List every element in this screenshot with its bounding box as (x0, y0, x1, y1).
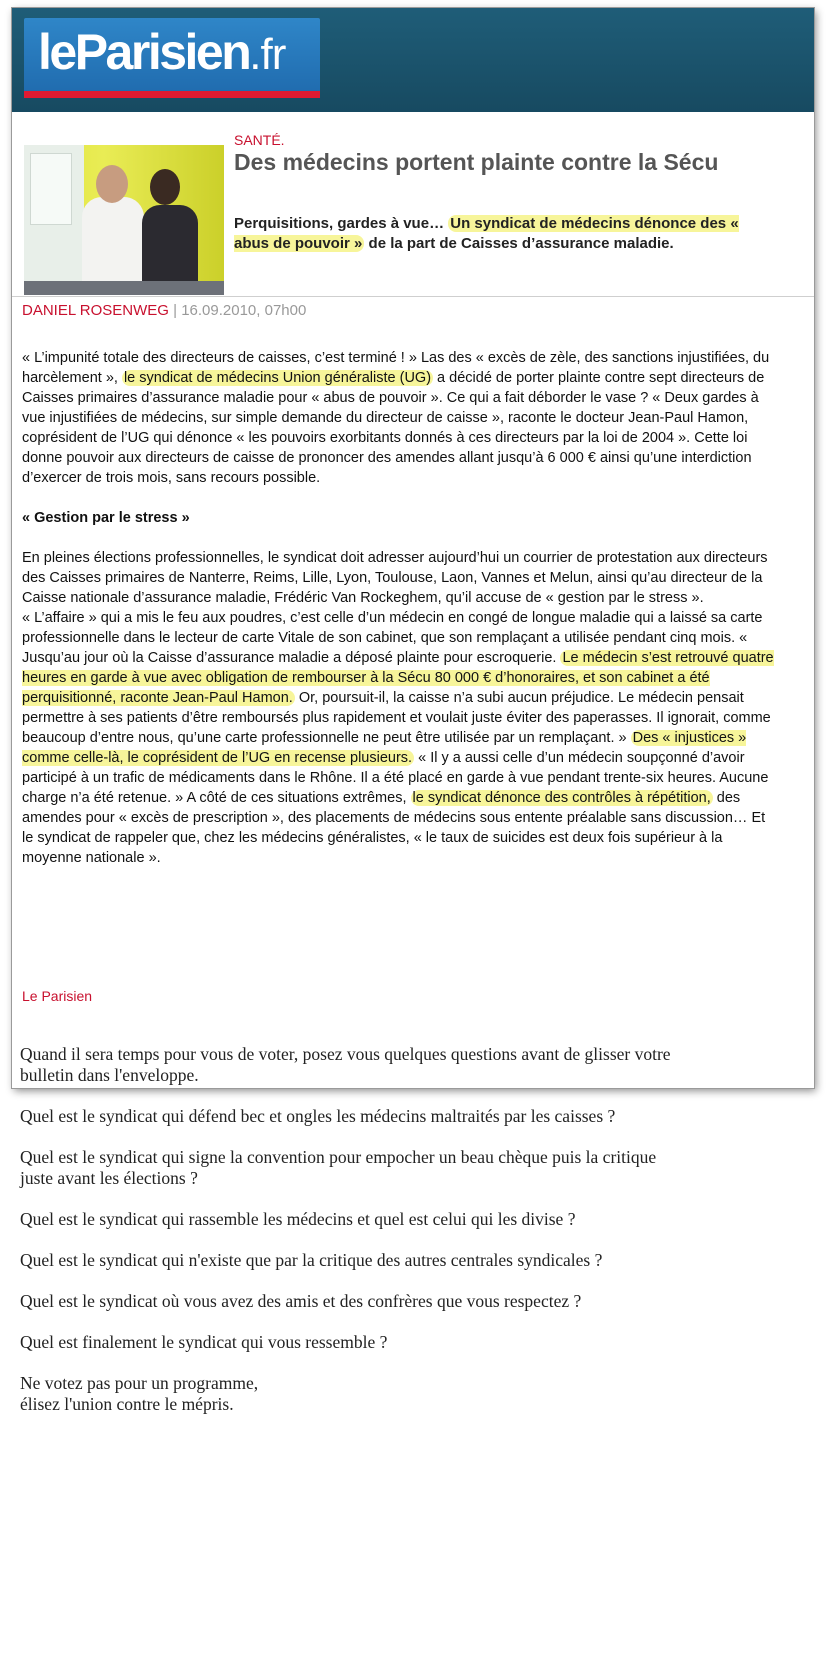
question: Quel est le syndicat qui rassemble les médecins et quel est celui qui les divise ? (20, 1209, 576, 1229)
masthead (12, 8, 814, 112)
subheading: « Gestion par le stress » (22, 510, 190, 526)
question: Quel est le syndicat qui signe la convention pour empocher un beau chèque puis la critique juste avant les élections ? (20, 1147, 657, 1188)
question: Quel est finalement le syndicat qui vous ressemble ? (20, 1332, 388, 1352)
deck-text-end: de la part de Caisses d’assurance maladie. (364, 235, 674, 252)
paragraph-2: En pleines élections professionnelles, le syndicat doit adresser aujourd’hui un courrier de protestation aux directeurs des Caisses primaires de Nanterre, Reims, Lille, Lyon, Toulouse, Laon, Vannes et Melun, ainsi qu’au directeur de la Caisse nationale d’assurance maladie, Frédéric Van Rockeghem, qu’il accuse de « gestion par le stress ». (22, 550, 768, 606)
article-photo (24, 145, 224, 295)
article-body (22, 348, 774, 868)
commentary (20, 1044, 680, 1435)
rubric-label: SANTÉ. (234, 132, 285, 148)
logo-red-bar (24, 91, 320, 98)
deck-highlight: Un syndicat de médecins dénonce des « abus de pouvoir » (234, 215, 739, 252)
closing-lines (20, 1373, 680, 1415)
highlight-ug: le syndicat de médecins Union généraliste (UG) (123, 370, 432, 386)
publish-date: | 16.09.2010, 07h00 (168, 302, 307, 319)
question-intro: Quand il sera temps pour vous de voter, posez vous quelques questions avant de glisser votre bulletin dans l'enveloppe. (20, 1044, 671, 1085)
closing-line-2: élisez l'union contre le mépris. (20, 1394, 234, 1414)
source-credit[interactable]: Le Parisien (22, 988, 93, 1004)
closing-line-1: Ne votez pas pour un programme, (20, 1373, 259, 1393)
paragraph-1: « L’impunité totale des directeurs de caisses, c’est terminé ! » Las des « excès de zèle, des sanctions injustifiées, du harcèlement », le syndicat de médecins Union généraliste (UG) a décidé de porter plainte contre sept directeurs de Caisses primaires d’assurance maladie pour « abus de pouvoir ». Ce qui a fait déborder le vase ? « Deux gardes à vue injustifiées de médecins, sur simple demande du directeur de caisse », raconte le docteur Jean-Paul Hamon, coprésident de l’UG qui dénonce « les pouvoirs exorbitants donnés à ces directeurs par la loi de 2004 ». Cette loi donne pouvoir aux directeurs de caisse de prononcer des amendes allant jusqu’à 6 000 € ainsi qu’une interdiction d’exercer de trois mois, sans recours possible. (22, 350, 770, 486)
highlight-injustices: Des « injustices » comme celle-là, le coprésident de l’UG en recense plusieurs. (22, 730, 747, 766)
byline (22, 302, 306, 319)
highlight-garde-a-vue: Le médecin s’est retrouvé quatre heures en garde à vue avec obligation de rembourser à la Sécu 80 000 € d’honoraires, et son cabinet a été perquisitionné, raconte Jean-Paul Hamon. (22, 650, 774, 706)
highlight-controles: le syndicat dénonce des contrôles à répétition, (412, 790, 711, 806)
byline-divider (12, 296, 814, 297)
logo-main-text: leParisien (38, 24, 250, 80)
logo-tld-text: .fr (249, 30, 286, 79)
paragraph-3: « L’affaire » qui a mis le feu aux poudres, c’est celle d’un médecin en congé de longue maladie qui a laissé sa carte professionnelle dans le lecteur de carte Vitale de son cabinet, que son remplaçant a utilisée pendant cinq mois. « Jusqu’au jour où la Caisse d’assurance maladie a déposé plainte pour escroquerie. Le médecin s’est retrouvé quatre heures en garde à vue avec obligation de rembourser à la Sécu 80 000 € d’honoraires, et son cabinet a été perquisitionné, raconte Jean-Paul Hamon. Or, poursuit-il, la caisse n’a subi aucun préjudice. Le médecin pensait permettre à ses patients d’être remboursés plus rapidement et voulait juste éviter des paperasses. Il ignorait, comme beaucoup d’entre nous, qu’une carte professionnelle ne peut être utilisée par un remplaçant. » Des « injustices » comme celle-là, le coprésident de l’UG en recense plusieurs. « Il y a aussi celle d’un médecin soupçonné d’avoir participé à un trafic de médicaments dans le Rhône. Il a été placé en garde à vue pendant trente-six heures. Aucune charge n’a été retenue. » A côté de ces situations extrêmes, le syndicat dénonce des contrôles à répétition, des amendes pour « excès de prescription », des placements de médecins sous entente préalable sans discussion… Et le syndicat de rappeler que, chez les médecins généralistes, « le taux de suicides est deux fois supérieur à la moyenne nationale ». (22, 610, 774, 866)
article-clipping (12, 8, 814, 1088)
question: Quel est le syndicat qui n'existe que par la critique des autres centrales syndicales ? (20, 1250, 603, 1270)
article-headline: Des médecins portent plainte contre la Sécu (234, 149, 719, 175)
le-parisien-logo[interactable] (24, 18, 320, 98)
author-name[interactable]: DANIEL ROSENWEG (22, 302, 169, 319)
question: Quel est le syndicat qui défend bec et ongles les médecins maltraités par les caisses ? (20, 1106, 616, 1126)
article-deck (234, 214, 774, 254)
deck-text: Perquisitions, gardes à vue… (234, 215, 449, 232)
question: Quel est le syndicat où vous avez des amis et des confrères que vous respectez ? (20, 1291, 582, 1311)
